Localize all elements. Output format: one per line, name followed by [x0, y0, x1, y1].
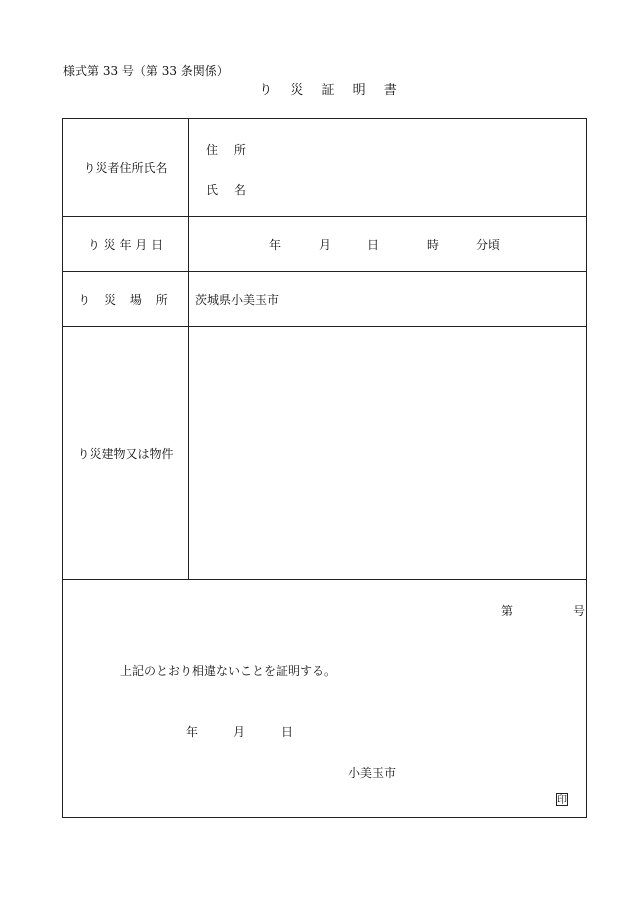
certification-section — [63, 580, 586, 817]
certification-statement: 上記のとおり相違ないことを証明する。 — [120, 664, 337, 678]
certificate-form — [62, 118, 587, 818]
document-title-text: り 災 証 明 書 — [259, 83, 399, 98]
seal-mark: 印 — [557, 795, 567, 806]
property-value-cell[interactable] — [189, 327, 586, 579]
disaster-date-row — [63, 217, 586, 272]
victim-row — [63, 119, 586, 217]
hour-unit: 時 — [427, 238, 440, 252]
document-title — [0, 79, 630, 98]
minute-unit: 分頃 — [476, 238, 501, 252]
disaster-date-value-cell[interactable] — [189, 217, 586, 271]
number-prefix: 第 — [501, 604, 514, 618]
issue-month-unit: 月 — [233, 725, 246, 739]
number-suffix: 号 — [573, 604, 586, 618]
issuer-name: 小美玉市 — [348, 766, 397, 780]
victim-label: り災者住所氏名 — [63, 119, 189, 216]
form-reference: 様式第 33 号（第 33 条関係） — [63, 64, 229, 78]
month-unit: 月 — [319, 238, 332, 252]
property-label: り災建物又は物件 — [63, 327, 189, 579]
disaster-date-label: り 災 年 月 日 — [63, 217, 189, 271]
year-unit: 年 — [269, 238, 282, 252]
property-row — [63, 327, 586, 580]
disaster-place-row — [63, 272, 586, 327]
disaster-place-value-cell[interactable] — [189, 272, 586, 326]
address-label: 住 所 — [206, 143, 252, 157]
victim-value-cell[interactable] — [189, 119, 586, 216]
issue-day-unit: 日 — [281, 725, 294, 739]
name-label: 氏 名 — [206, 183, 252, 197]
disaster-place-label: り 災 場 所 — [63, 272, 189, 326]
issue-year-unit: 年 — [186, 725, 199, 739]
day-unit: 日 — [367, 238, 380, 252]
disaster-place-value: 茨城県小美玉市 — [195, 293, 280, 307]
